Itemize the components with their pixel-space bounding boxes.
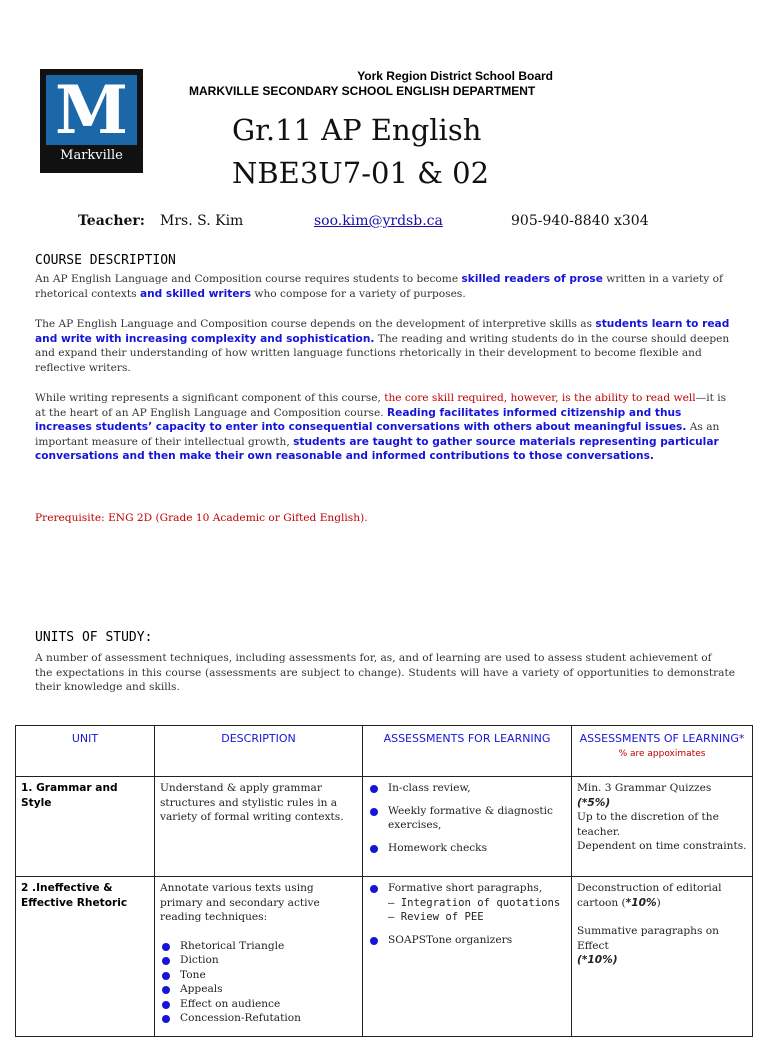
table-header-row — [16, 726, 753, 777]
table-row — [16, 777, 753, 877]
list-item: Homework checks — [368, 841, 566, 856]
of-percent: *10% — [625, 896, 657, 909]
text-run: The AP English Language and Composition course depends on the development of interpretive skills as — [35, 318, 596, 330]
sub-item: – Integration of quotations — [388, 896, 561, 909]
highlight-text: students are taught to gather source materials representing particular conversations and then make their own reasonable and informed contributions to those conversations. — [35, 435, 719, 463]
logo-letter: M — [54, 71, 129, 149]
logo-background — [46, 71, 137, 149]
of-percent: (*10%) — [577, 954, 618, 966]
text-run: who compose for a variety of purposes. — [251, 287, 466, 300]
course-code: NBE3U7-01 & 02 — [232, 156, 490, 190]
highlight-text: Reading facilitates informed citizenship and thus increases students’ capacity to enter into consequential conversations with others about meaningful issues. — [35, 406, 687, 434]
course-paragraph-1 — [35, 272, 735, 301]
teacher-name: Mrs. S. Kim — [160, 213, 244, 229]
units-intro — [35, 651, 735, 695]
list-item — [368, 881, 566, 925]
table-row — [16, 877, 753, 1037]
of-text: Dependent on time constraints. — [577, 840, 747, 852]
of-learning-cell — [572, 877, 753, 1037]
list-item: SOAPSTone organizers — [368, 933, 566, 948]
of-text: Min. 3 Grammar Quizzes — [577, 782, 712, 794]
for-learning-cell — [363, 777, 572, 877]
header-assessments-of-label: ASSESSMENTS OF LEARNING* — [579, 732, 745, 745]
intro-line-1: A number of assessment techniques, including assessments for, as, and of learning are used to assess student achievement of — [35, 652, 712, 664]
intro-line-2: the expectations in this course (assessments are subject to change). Students will have a variety of opportunities to demonstrate their knowledge and skills. — [35, 666, 735, 694]
of-learning-cell — [572, 777, 753, 877]
description-text: Annotate various texts using primary and secondary active reading techniques: — [160, 882, 320, 923]
header-description: DESCRIPTION — [155, 726, 363, 777]
list-item: Tone — [160, 968, 357, 983]
header-assessments-of — [572, 726, 753, 777]
list-item: Rhetorical Triangle — [160, 939, 357, 954]
school-logo — [40, 69, 143, 173]
of-text: Up to the discretion of the teacher. — [577, 811, 719, 838]
board-name: York Region District School Board — [357, 69, 553, 83]
course-title: Gr.11 AP English — [232, 113, 482, 147]
of-percent: (*5%) — [577, 796, 611, 809]
course-paragraph-3 — [35, 391, 735, 464]
header-assessments-for: ASSESSMENTS FOR LEARNING — [363, 726, 572, 777]
text-run: written in a variety of rhetorical contexts — [35, 273, 723, 300]
highlight-text: students learn to read and write with increasing complexity and sophistication. — [35, 318, 730, 345]
teacher-phone: 905-940-8840 x304 — [511, 213, 649, 229]
teacher-label: Teacher: — [78, 213, 145, 229]
course-description-heading: COURSE DESCRIPTION — [35, 253, 176, 268]
highlight-text: and skilled writers — [139, 287, 252, 300]
for-learning-cell — [363, 877, 572, 1037]
header-note: % are appoximates — [618, 748, 706, 759]
text-run: While writing represents a significant component of this course, — [35, 392, 385, 404]
course-paragraph-2 — [35, 317, 735, 375]
list-item: Concession-Refutation — [160, 1011, 357, 1026]
units-table — [15, 725, 753, 1037]
teacher-email-link[interactable]: soo.kim@yrdsb.ca — [314, 213, 443, 229]
text-run: ) — [656, 896, 661, 909]
description-cell — [155, 877, 363, 1037]
text-run: The reading and writing students do in the course should deepen and expand their understanding of how written language functions rhetorically in their development to become flexible and reflective writers. — [35, 332, 730, 374]
of-text — [577, 881, 747, 910]
text-run: An AP English Language and Composition course requires students to become — [35, 273, 462, 285]
text-run: —it is at the heart of an AP English Language and Composition course. — [35, 392, 727, 419]
list-item: In-class review, — [368, 781, 566, 796]
text-run: As an important measure of their intellectual growth, — [35, 421, 720, 448]
unit-cell: 1. Grammar and Style — [16, 777, 155, 877]
prerequisite: Prerequisite: ENG 2D (Grade 10 Academic or Gifted English). — [35, 512, 368, 524]
list-item: Diction — [160, 953, 357, 968]
units-heading: UNITS OF STUDY: — [35, 630, 153, 645]
highlight-text: skilled readers of prose — [461, 273, 603, 285]
of-text: Summative paragraphs on Effect — [577, 925, 720, 952]
list-item: Effect on audience — [160, 997, 357, 1012]
list-item: Weekly formative & diagnostic exercises, — [368, 804, 566, 833]
text-run: Deconstruction of editorial cartoon ( — [577, 882, 722, 909]
unit-cell: 2 .Ineffective & Effective Rhetoric — [16, 877, 155, 1037]
logo-name: Markville — [60, 148, 123, 163]
emphasis-text: the core skill required, however, is the ability to read well — [384, 392, 696, 404]
sub-item: – Review of PEE — [388, 911, 484, 923]
list-item: Appeals — [160, 982, 357, 997]
description-cell: Understand & apply grammar structures and stylistic rules in a variety of formal writing contexts. — [155, 777, 363, 877]
list-item-text: Formative short paragraphs, — [388, 882, 543, 894]
department-name: MARKVILLE SECONDARY SCHOOL ENGLISH DEPARTMENT — [189, 84, 536, 98]
header-unit: UNIT — [16, 726, 155, 777]
